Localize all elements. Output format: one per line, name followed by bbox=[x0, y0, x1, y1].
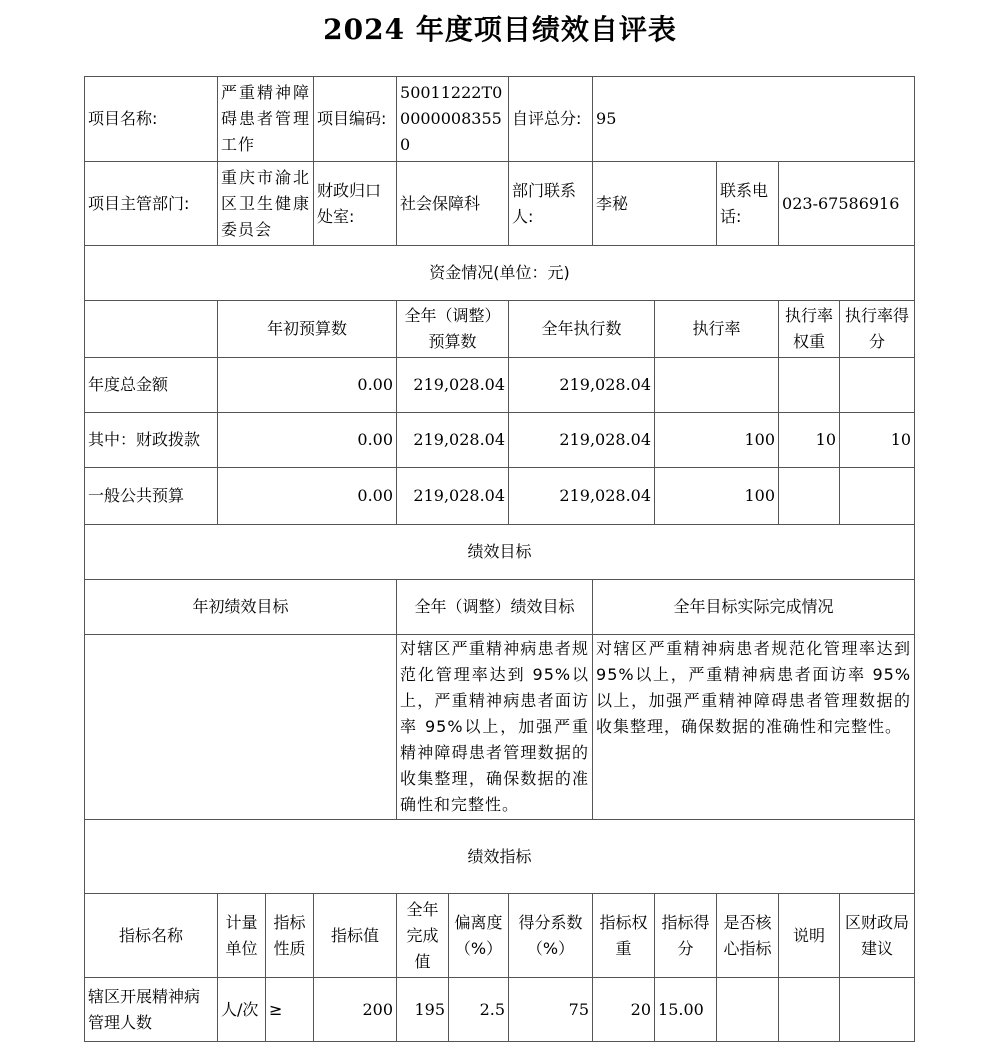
funds-header-adjusted: 全年（调整）预算数 bbox=[397, 301, 509, 358]
funds-initial: 0.00 bbox=[218, 468, 397, 525]
funds-row-label: 其中：财政拨款 bbox=[85, 413, 218, 468]
info-row-1 bbox=[85, 77, 915, 162]
funds-score bbox=[840, 468, 915, 525]
ind-header-score: 指标得分 bbox=[655, 894, 717, 978]
funds-rate: 100 bbox=[655, 413, 779, 468]
goals-header-initial: 年初绩效目标 bbox=[85, 580, 397, 635]
funds-row bbox=[85, 413, 915, 468]
ind-core bbox=[717, 978, 779, 1042]
funds-header-score: 执行率得分 bbox=[840, 301, 915, 358]
funds-header-rate: 执行率 bbox=[655, 301, 779, 358]
funds-score: 10 bbox=[840, 413, 915, 468]
ind-header-nature: 指标性质 bbox=[266, 894, 314, 978]
info-row-2 bbox=[85, 162, 915, 246]
funds-section-title: 资金情况(单位：元) bbox=[85, 246, 915, 301]
ind-target: 200 bbox=[314, 978, 397, 1042]
goals-header-row bbox=[85, 580, 915, 635]
table-row bbox=[85, 978, 915, 1042]
contact-label: 部门联系人: bbox=[509, 162, 593, 246]
funds-header-blank bbox=[85, 301, 218, 358]
ind-header-advice: 区财政局建议 bbox=[840, 894, 915, 978]
finance-office-label: 财政归口处室: bbox=[314, 162, 397, 246]
ind-weight: 20 bbox=[593, 978, 655, 1042]
funds-header-row bbox=[85, 301, 915, 358]
dept-label: 项目主管部门: bbox=[85, 162, 218, 246]
ind-header-core: 是否核心指标 bbox=[717, 894, 779, 978]
ind-header-name: 指标名称 bbox=[85, 894, 218, 978]
ind-header-actual: 全年完成值 bbox=[397, 894, 449, 978]
contact-value: 李秘 bbox=[593, 162, 717, 246]
ind-header-deviation: 偏离度（%） bbox=[449, 894, 509, 978]
funds-row bbox=[85, 468, 915, 525]
ind-name: 辖区开展精神病管理人数 bbox=[85, 978, 218, 1042]
funds-score bbox=[840, 358, 915, 413]
ind-header-coef: 得分系数（%） bbox=[509, 894, 593, 978]
ind-unit: 人/次 bbox=[218, 978, 266, 1042]
funds-row-label: 一般公共预算 bbox=[85, 468, 218, 525]
ind-header-note: 说明 bbox=[779, 894, 840, 978]
indicators-header-row bbox=[85, 894, 915, 978]
funds-rate: 100 bbox=[655, 468, 779, 525]
ind-deviation: 2.5 bbox=[449, 978, 509, 1042]
funds-header-executed: 全年执行数 bbox=[509, 301, 655, 358]
phone-value: 023-67586916 bbox=[779, 162, 915, 246]
funds-weight: 10 bbox=[779, 413, 840, 468]
dept-value: 重庆市渝北区卫生健康委员会 bbox=[218, 162, 314, 246]
funds-header-weight: 执行率权重 bbox=[779, 301, 840, 358]
indicators-section-title: 绩效指标 bbox=[85, 820, 915, 894]
evaluation-table bbox=[84, 76, 915, 1042]
funds-weight bbox=[779, 468, 840, 525]
ind-note bbox=[779, 978, 840, 1042]
page-title: 2024 年度项目绩效自评表 bbox=[323, 13, 677, 46]
funds-executed: 219,028.04 bbox=[509, 468, 655, 525]
goals-section-title: 绩效目标 bbox=[85, 525, 915, 580]
funds-adjusted: 219,028.04 bbox=[397, 358, 509, 413]
project-code-label: 项目编码: bbox=[314, 77, 397, 162]
ind-actual: 195 bbox=[397, 978, 449, 1042]
funds-initial: 0.00 bbox=[218, 358, 397, 413]
goals-adjusted-text: 对辖区严重精神病患者规范化管理率达到 95%以上，严重精神病患者面访率 95%以上，加强严重精神障碍患者管理数据的收集整理，确保数据的准确性和完整性。 bbox=[397, 635, 593, 820]
goals-header-actual: 全年目标实际完成情况 bbox=[593, 580, 915, 635]
funds-weight bbox=[779, 358, 840, 413]
funds-rate bbox=[655, 358, 779, 413]
goals-content-row bbox=[85, 635, 915, 820]
funds-adjusted: 219,028.04 bbox=[397, 413, 509, 468]
project-name: 严重精神障碍患者管理工作 bbox=[218, 77, 314, 162]
score-label: 自评总分: bbox=[509, 77, 593, 162]
goals-header-adjusted: 全年（调整）绩效目标 bbox=[397, 580, 593, 635]
phone-label: 联系电话: bbox=[717, 162, 779, 246]
funds-row-label: 年度总金额 bbox=[85, 358, 218, 413]
ind-score: 15.00 bbox=[655, 978, 717, 1042]
funds-header-initial: 年初预算数 bbox=[218, 301, 397, 358]
ind-header-target: 指标值 bbox=[314, 894, 397, 978]
ind-nature: ≥ bbox=[266, 978, 314, 1042]
funds-executed: 219,028.04 bbox=[509, 358, 655, 413]
funds-adjusted: 219,028.04 bbox=[397, 468, 509, 525]
ind-coef: 75 bbox=[509, 978, 593, 1042]
ind-advice bbox=[840, 978, 915, 1042]
funds-row bbox=[85, 358, 915, 413]
project-name-label: 项目名称: bbox=[85, 77, 218, 162]
finance-office-value: 社会保障科 bbox=[397, 162, 509, 246]
goals-initial-text bbox=[85, 635, 397, 820]
funds-initial: 0.00 bbox=[218, 413, 397, 468]
ind-header-unit: 计量单位 bbox=[218, 894, 266, 978]
ind-header-weight: 指标权重 bbox=[593, 894, 655, 978]
score-value: 95 bbox=[593, 77, 915, 162]
project-code: 50011222T000000083550 bbox=[397, 77, 509, 162]
goals-actual-text: 对辖区严重精神病患者规范化管理率达到 95%以上，严重精神病患者面访率 95%以上，加强严重精神障碍患者管理数据的收集整理，确保数据的准确性和完整性。 bbox=[593, 635, 915, 820]
funds-executed: 219,028.04 bbox=[509, 413, 655, 468]
